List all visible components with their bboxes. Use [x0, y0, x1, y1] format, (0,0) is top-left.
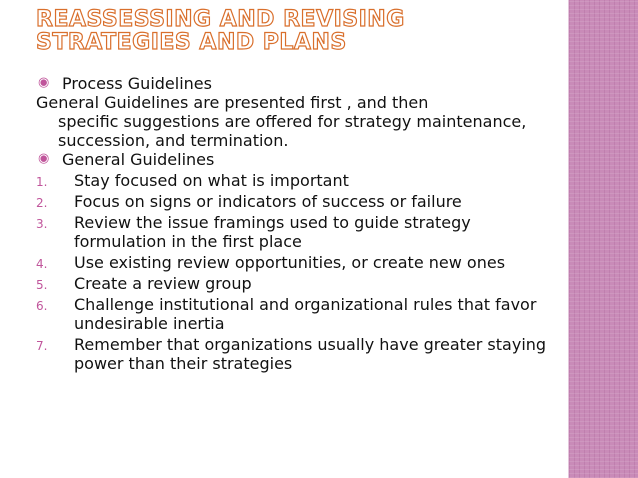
intro-paragraph	[36, 93, 566, 150]
list-number: 4.	[36, 257, 48, 271]
list-item-text: Create a review group	[74, 274, 252, 293]
list-item-text: Stay focused on what is important	[74, 171, 349, 190]
list-item	[36, 213, 566, 251]
list-number: 6.	[36, 299, 48, 313]
list-item-text: Challenge institutional and organizational rules that favor undesirable inertia	[74, 295, 537, 333]
list-item-text: Use existing review opportunities, or create new ones	[74, 253, 506, 272]
list-item-text: Focus on signs or indicators of success or failure	[74, 192, 462, 211]
list-item	[36, 171, 566, 190]
bullet-text: General Guidelines	[62, 150, 215, 169]
intro-line-1: General Guidelines are presented first , and then	[36, 93, 429, 112]
slide-title: REASSESSING AND REVISING STRATEGIES AND PLANS	[36, 7, 405, 55]
list-item	[36, 335, 566, 373]
bullet-text: Process Guidelines	[62, 74, 212, 93]
list-number: 1.	[36, 175, 48, 189]
list-item	[36, 253, 566, 272]
list-number: 5.	[36, 278, 48, 292]
list-item-text: Remember that organizations usually have greater staying power than their strategies	[74, 335, 547, 373]
list-number: 3.	[36, 217, 48, 231]
list-item-text: Review the issue framings used to guide strategy formulation in the first place	[74, 213, 471, 251]
list-item	[36, 274, 566, 293]
slide-body	[36, 74, 566, 373]
list-number: 7.	[36, 339, 48, 353]
bullet-process-guidelines	[36, 74, 566, 93]
list-number: 2.	[36, 196, 48, 210]
intro-line-rest: specific suggestions are offered for strategy maintenance, succession, and termination.	[58, 112, 527, 150]
list-item	[36, 192, 566, 211]
list-item	[36, 295, 566, 333]
guidelines-list	[36, 171, 566, 373]
decorative-side-panel	[568, 0, 638, 478]
bullet-general-guidelines	[36, 150, 566, 169]
target-bullet-icon: ◉	[38, 151, 50, 166]
target-bullet-icon: ◉	[38, 75, 50, 90]
